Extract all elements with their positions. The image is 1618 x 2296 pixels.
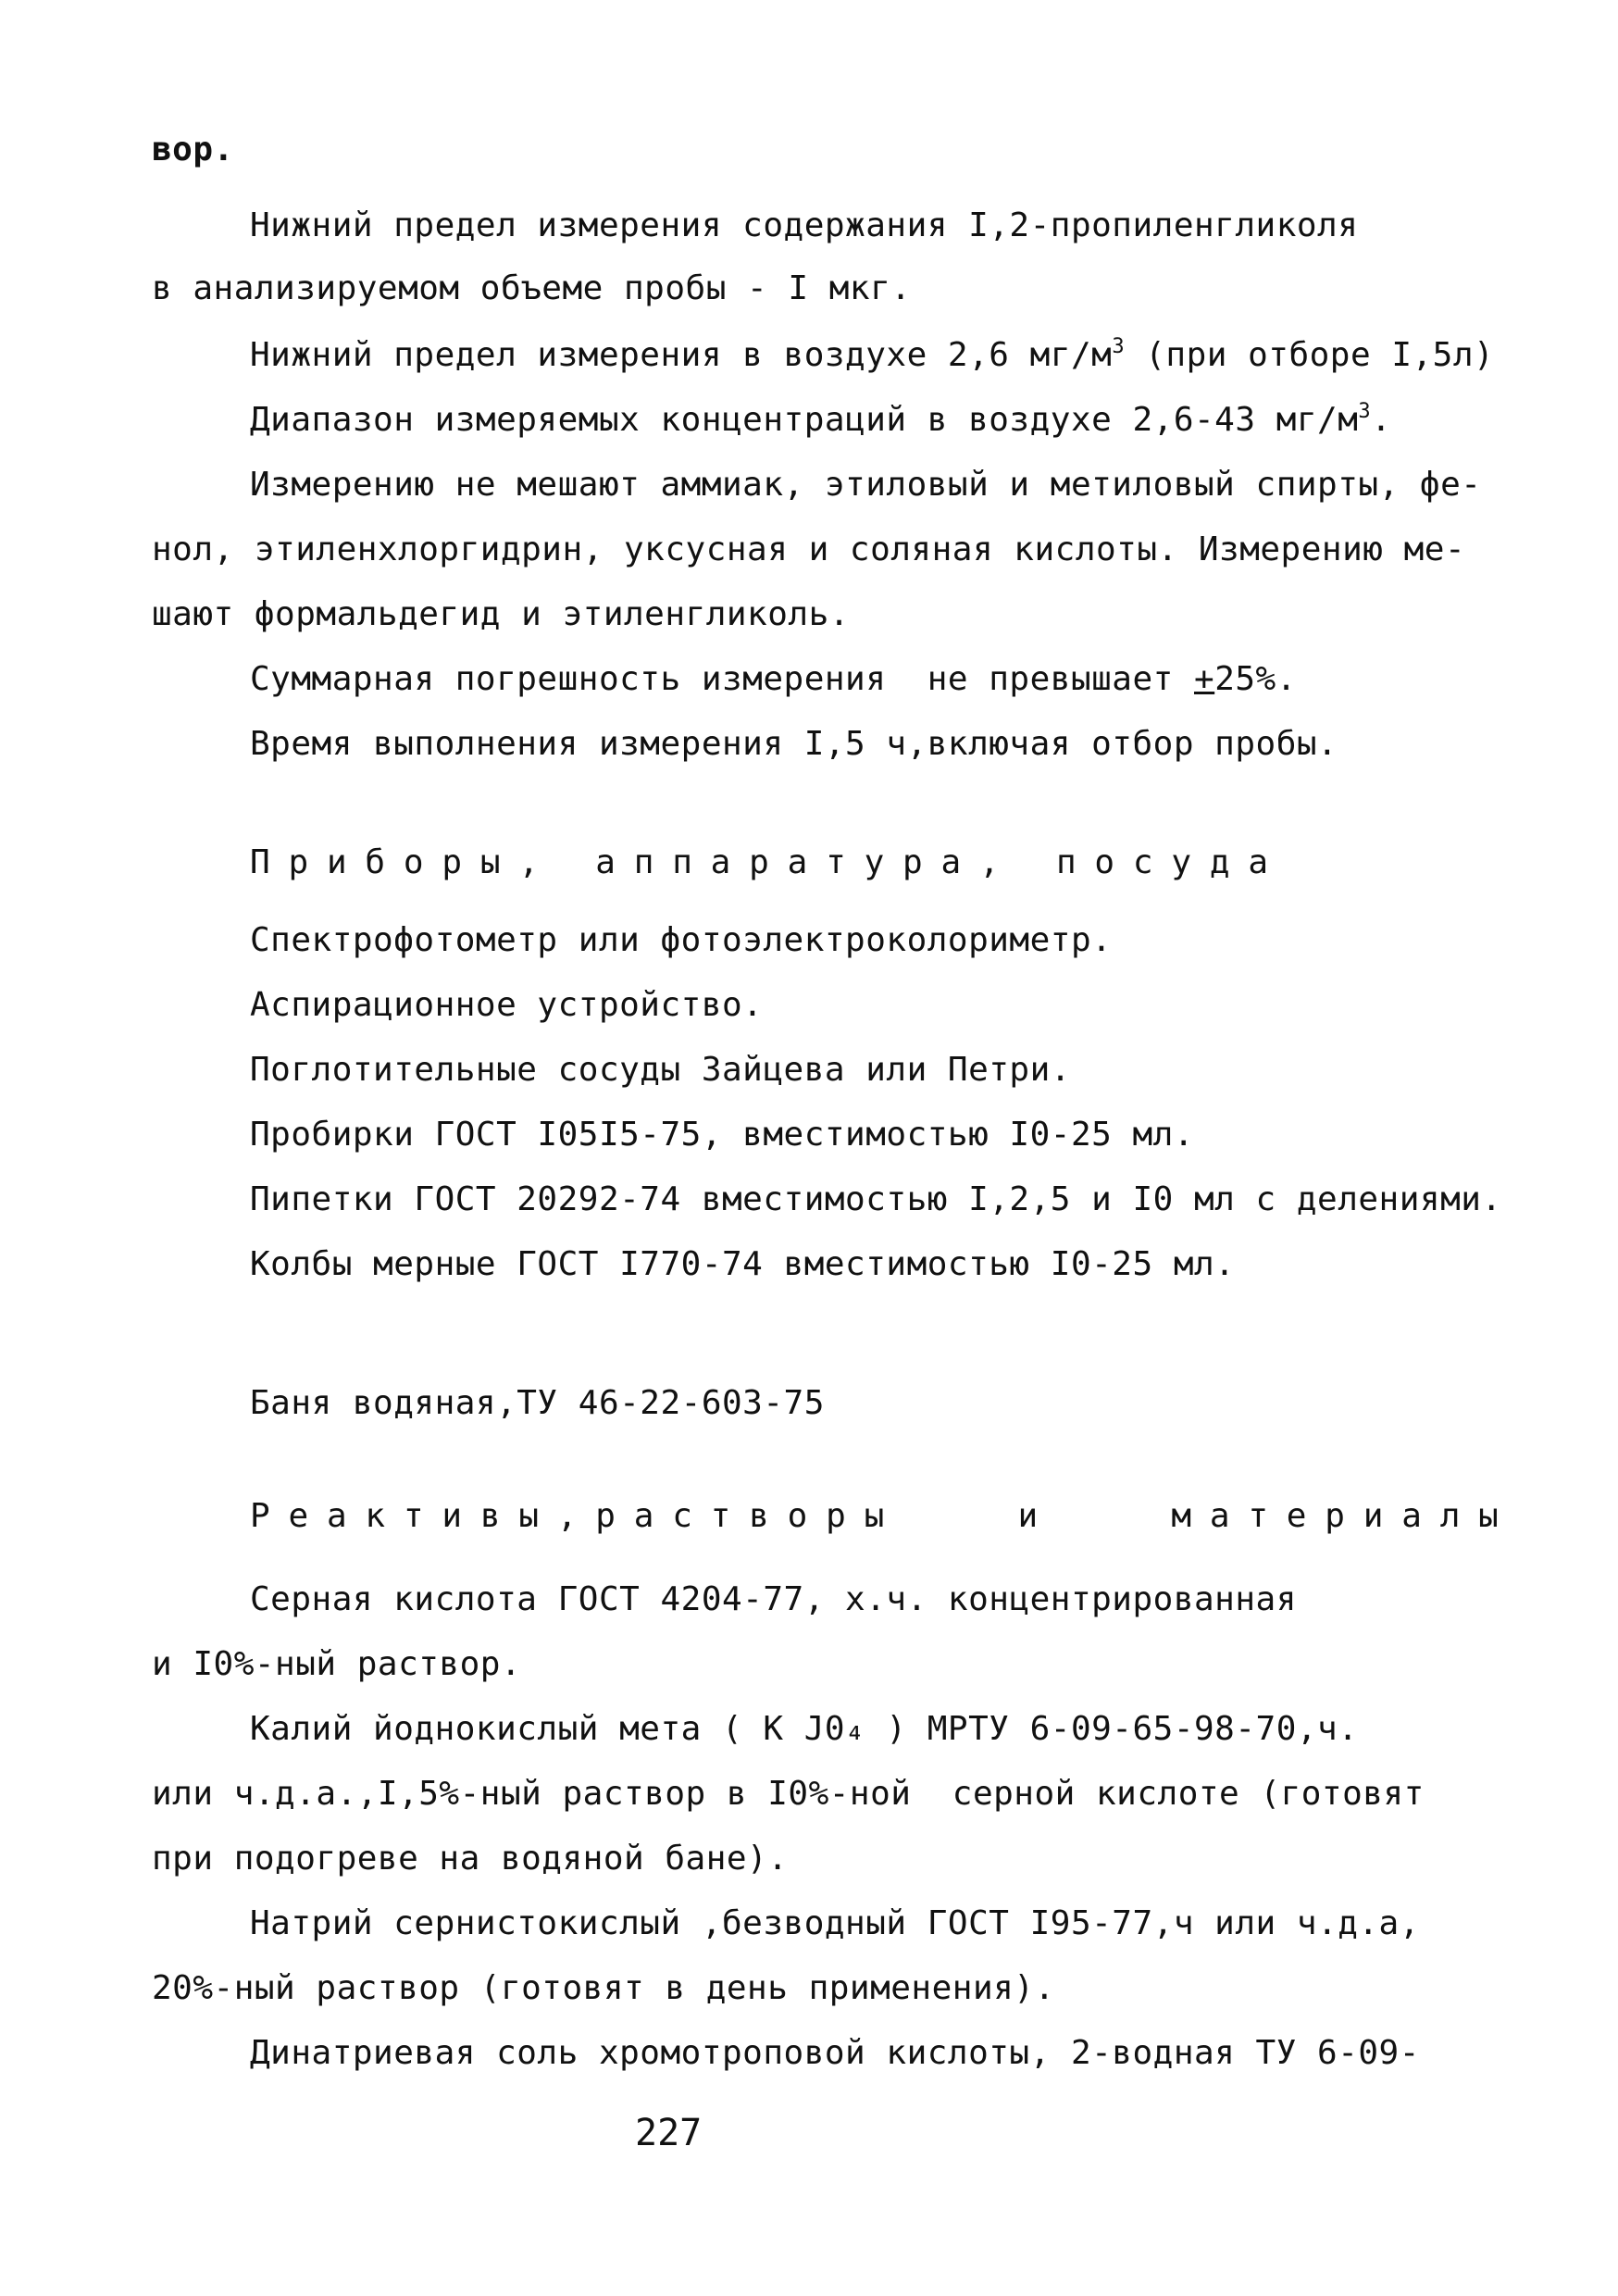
- text-line-interference-2: нол, этиленхлоргидрин, уксусная и соляная кислоты. Измерению ме-: [152, 530, 1466, 568]
- list-item-instrument-3: Поглотительные сосуды Зайцева или Петри.: [250, 1051, 1071, 1089]
- text-line-range: [250, 400, 1391, 441]
- list-item-instrument-1: Спектрофотометр или фотоэлектроколориметр.: [250, 921, 1113, 959]
- text-line-interference-3: шают формальдегид и этиленгликоль.: [152, 595, 850, 633]
- text-line-sulfite-2: 20%-ный раствор (готовят в день применения).: [152, 1969, 1055, 2007]
- text-line-chromotropic-1: Динатриевая соль хромотроповой кислоты, 2-водная ТУ 6-09-: [250, 2034, 1420, 2072]
- text-line-interference-1: Измерению не мешают аммиак, этиловый и метиловый спирты, фе-: [250, 466, 1482, 504]
- air-limit-sup: 3: [1112, 335, 1126, 358]
- range-suffix: .: [1371, 401, 1392, 439]
- error-suffix: 25%.: [1214, 660, 1297, 698]
- plus-minus-sign: +: [1194, 660, 1215, 698]
- air-limit-prefix: Нижний предел измерения в воздухе 2,6 мг/м: [250, 336, 1113, 374]
- text-line-sulfuric-2: и I0%-ный раствор.: [152, 1645, 522, 1683]
- section-heading-instruments: Приборы, аппаратура, посуда: [250, 843, 1287, 881]
- list-item-instrument-2: Аспирационное устройство.: [250, 986, 764, 1024]
- text-line-detection-limit-2: в анализируемом объеме пробы - I мкг.: [152, 269, 912, 307]
- text-line-periodate-1: Калий йоднокислый мета ( K J0₄ ) МРТУ 6-09-65-98-70,ч.: [250, 1710, 1359, 1748]
- list-item-instrument-5: Пипетки ГОСТ 20292-74 вместимостью I,2,5 и I0 мл с делениями.: [250, 1180, 1502, 1218]
- text-line-air-limit: [250, 335, 1494, 376]
- section-heading-reagents: Реактивы,растворы и материалы: [250, 1497, 1517, 1535]
- text-line-continuation: вор.: [152, 131, 234, 168]
- range-prefix: Диапазон измеряемых концентраций в воздухе 2,6-43 мг/м: [250, 401, 1359, 439]
- air-limit-suffix: (при отборе I,5л): [1125, 336, 1495, 374]
- text-line-detection-limit-1: Нижний предел измерения содержания I,2-пропиленгликоля: [250, 206, 1359, 244]
- range-sup: 3: [1358, 400, 1372, 423]
- page-number: 227: [635, 2112, 703, 2154]
- text-line-error: [250, 659, 1297, 700]
- text-line-time: Время выполнения измерения I,5 ч,включая отбор пробы.: [250, 725, 1338, 763]
- list-item-instrument-6: Колбы мерные ГОСТ I770-74 вместимостью I0-25 мл.: [250, 1245, 1236, 1283]
- list-item-instrument-4: Пробирки ГОСТ I05I5-75, вместимостью I0-25 мл.: [250, 1116, 1194, 1154]
- list-item-water-bath: Баня водяная,ТУ 46-22-603-75: [250, 1384, 825, 1422]
- error-prefix: Суммарная погрешность измерения не превышает: [250, 660, 1194, 698]
- text-line-sulfuric-1: Серная кислота ГОСТ 4204-77, х.ч. концентрированная: [250, 1580, 1297, 1618]
- text-line-periodate-2: или ч.д.а.,I,5%-ный раствор в I0%-ной серной кислоте (готовят: [152, 1775, 1425, 1813]
- text-line-sulfite-1: Натрий сернистокислый ,безводный ГОСТ I95-77,ч или ч.д.а,: [250, 1904, 1420, 1942]
- text-line-periodate-3: при подогреве на водяной бане).: [152, 1840, 789, 1878]
